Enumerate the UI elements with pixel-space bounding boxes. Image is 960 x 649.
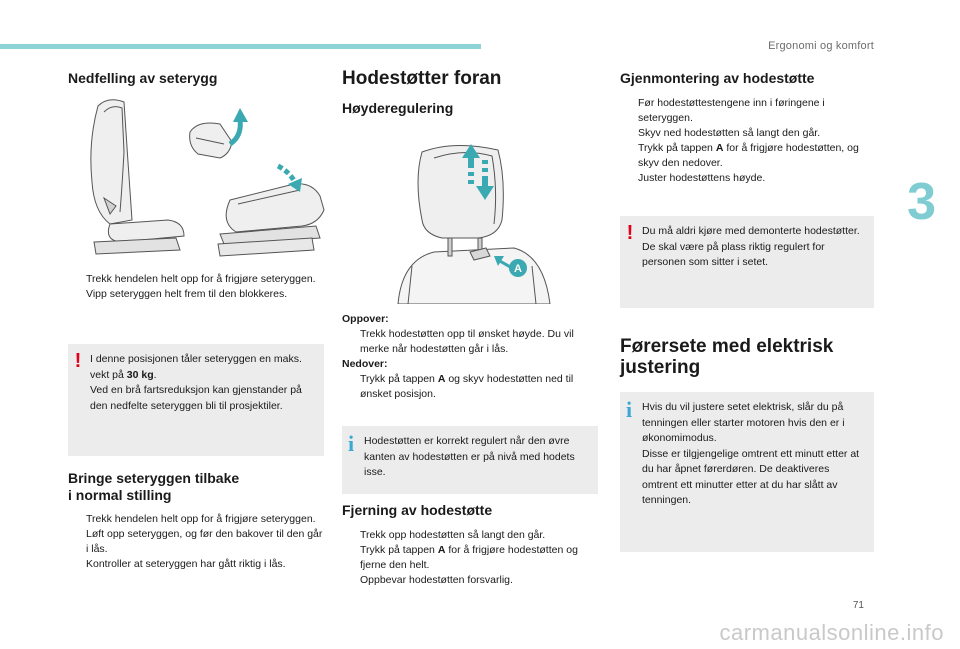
page-number: 71 — [852, 600, 864, 611]
return-instructions — [68, 512, 324, 572]
warning-icon: ! — [626, 222, 634, 244]
list-item: Juster hodestøttens høyde. — [638, 172, 766, 184]
up-label: Oppover: — [342, 313, 389, 325]
section-header: Ergonomi og komfort — [768, 40, 874, 52]
list-item: Oppbevar hodestøtten forsvarlig. — [360, 574, 513, 586]
seat-fold-illustration — [80, 92, 330, 260]
heading-headrest-removal: Fjerning av hodestøtte — [342, 502, 493, 518]
watermark: carmanualsonline.info — [719, 620, 944, 645]
heading-headrests: Hodestøtter foran — [342, 68, 502, 89]
fold-instructions — [68, 272, 324, 302]
list-item: Kontroller at seteryggen har gått riktig i lås. — [86, 558, 286, 570]
heading-seatback-return: Bringe seteryggen tilbake i normal stilling — [68, 470, 240, 503]
list-item: Trykk på tappen A og skyv hodestøtten ned til ønsket posisjon. — [360, 373, 574, 400]
warning-box-headrest: ! Du må aldri kjøre med demonterte hodestøtter. De skal være på plass riktig regulert for personen som sitter i setet. — [620, 216, 874, 308]
list-item: Trekk hendelen helt opp for å frigjøre seteryggen. — [86, 273, 316, 285]
heading-electric-seat: Førersete med elektrisk justering — [620, 336, 834, 378]
heading-height-adjust: Høyderegulering — [342, 100, 454, 116]
list-item: Løft opp seteryggen, og før den bakover til den går i lås. — [86, 528, 323, 555]
list-item: Trekk opp hodestøtten så langt den går. — [360, 529, 546, 541]
down-label: Nedover: — [342, 358, 388, 370]
warning-box-load: ! I denne posisjonen tåler seteryggen en maks. vekt på 30 kg. Ved en brå fartsreduksjon kan gjenstander på den nedfelte seteryggen bli til prosjektiler. — [68, 344, 324, 456]
warning-icon: ! — [74, 350, 82, 372]
header-accent-bar — [0, 44, 481, 49]
chapter-number: 3 — [907, 173, 936, 231]
info-box-electric-seat: i Hvis du vil justere setet elektrisk, slår du på tenningen eller starter motoren hvis den er i økonomimodus. Disse er tilgjengelige omtrent ett minutt etter at du har åpnet førerdøren. De deaktiveres omtrent ett minutter etter at du har slått av tenningen. — [620, 392, 874, 552]
refit-instructions — [620, 96, 874, 186]
list-item: Trekk hodestøtten opp til ønsket høyde. Du vil merke når hodestøtten går i lås. — [360, 328, 574, 355]
removal-instructions — [342, 528, 598, 588]
callout-label-a: A — [514, 263, 522, 275]
list-item: Skyv ned hodestøtten så langt den går. — [638, 127, 821, 139]
info-icon: i — [626, 397, 633, 422]
info-box-headrest: i Hodestøtten er korrekt regulert når den øvre kanten av hodestøtten er på nivå med hodets isse. — [342, 426, 598, 494]
list-item: Vipp seteryggen helt frem til den blokkeres. — [86, 288, 288, 300]
list-item: Før hodestøttestengene inn i føringene i seteryggen. — [638, 97, 825, 124]
heading-headrest-refit: Gjenmontering av hodestøtte — [620, 70, 815, 86]
heading-seatback-fold: Nedfelling av seterygg — [68, 70, 218, 86]
list-item: Trykk på tappen A for å frigjøre hodestøtten, og skyv den nedover. — [638, 142, 859, 169]
headrest-illustration — [394, 140, 554, 304]
height-instructions — [342, 312, 598, 402]
info-icon: i — [348, 431, 355, 456]
list-item: Trykk på tappen A for å frigjøre hodestøtten og fjerne den helt. — [360, 544, 578, 571]
list-item: Trekk hendelen helt opp for å frigjøre seteryggen. — [86, 513, 316, 525]
